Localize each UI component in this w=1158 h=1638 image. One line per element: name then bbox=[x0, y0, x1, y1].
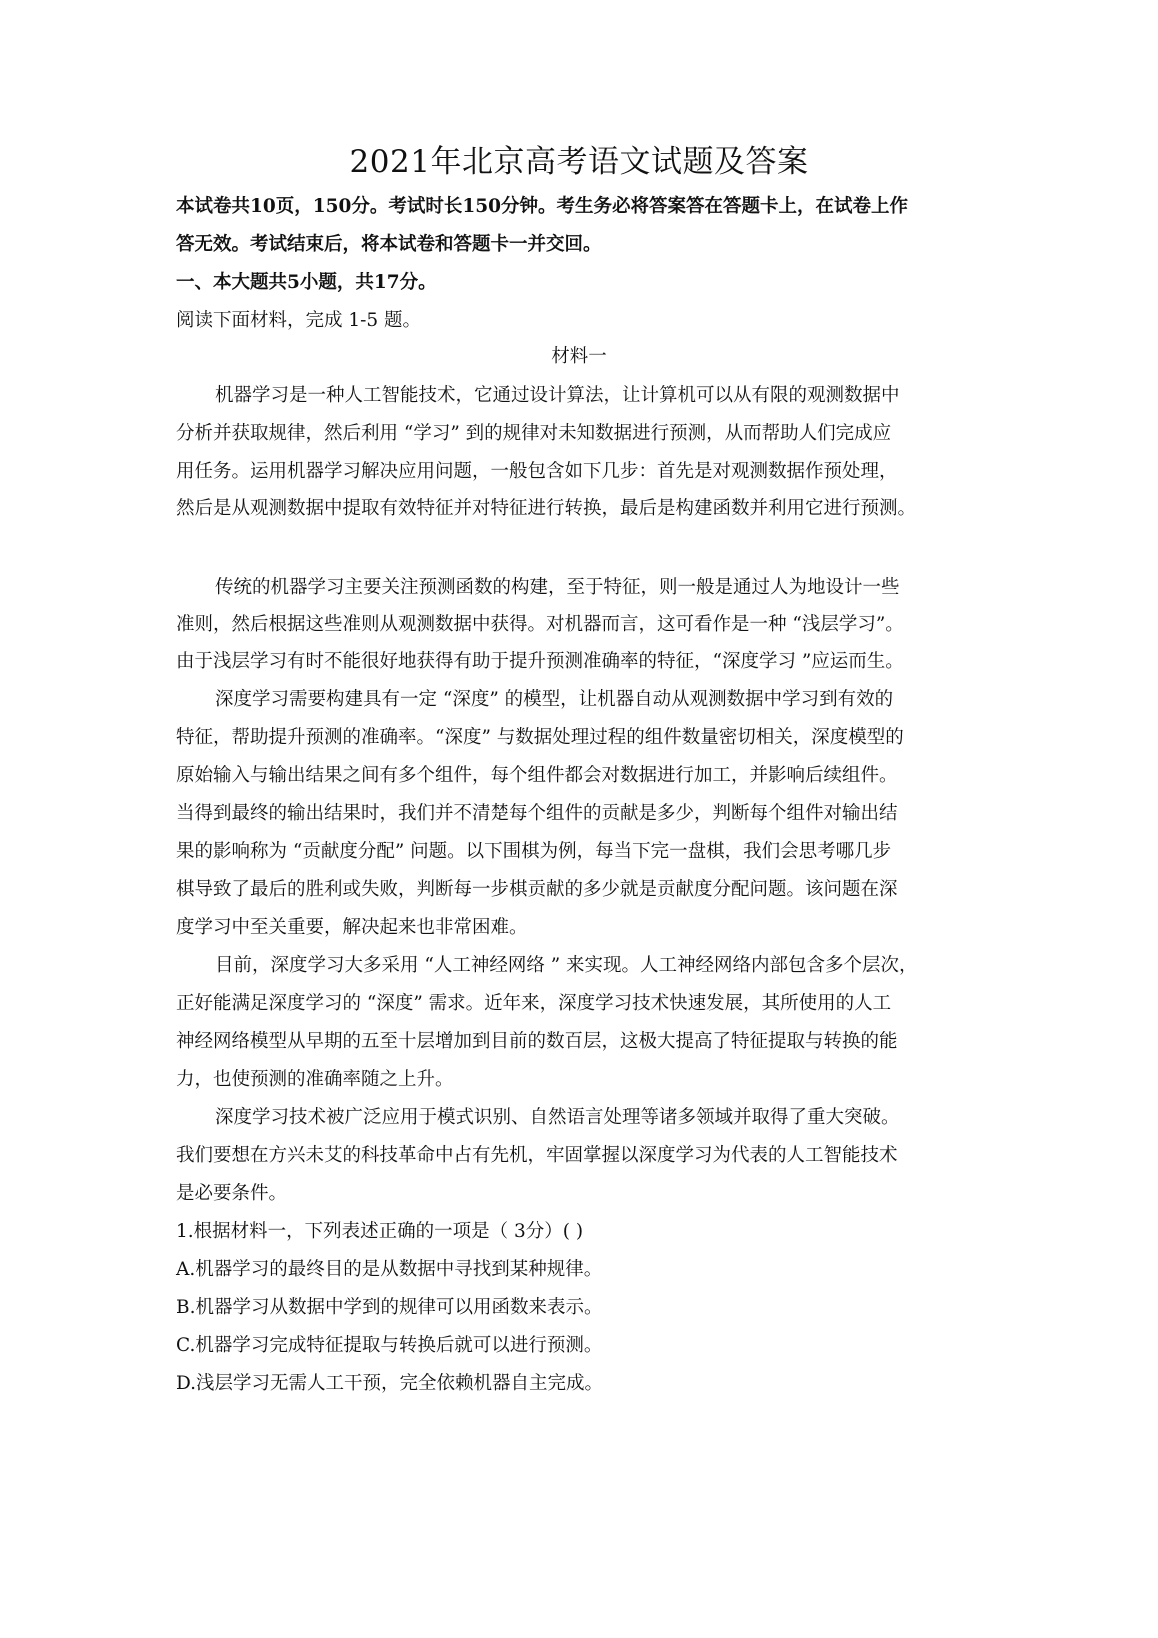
paragraph-4-line-4: 力，也使预测的准确率随之上升。 bbox=[176, 1069, 454, 1090]
instructions-line-2: 答无效。考试结束后，将本试卷和答题卡一并交回。 bbox=[176, 234, 602, 255]
paragraph-4-line-2: 正好能满足深度学习的 “深度” 需求。近年来，深度学习技术快速发展，其所使用的人工 bbox=[176, 993, 892, 1014]
question-option-b: B.机器学习从数据中学到的规律可以用函数来表示。 bbox=[176, 1297, 603, 1318]
paragraph-1-line-2: 分析并获取规律，然后利用 “学习” 到的规律对未知数据进行预测，从而帮助人们完成应 bbox=[176, 423, 892, 444]
paragraph-5-line-1: 深度学习技术被广泛应用于模式识别、自然语言处理等诸多领域并取得了重大突破。 bbox=[215, 1107, 900, 1128]
paragraph-3-line-7: 度学习中至关重要，解决起来也非常困难。 bbox=[176, 917, 528, 938]
paragraph-3-line-3: 原始输入与输出结果之间有多个组件，每个组件都会对数据进行加工，并影响后续组件。 bbox=[176, 765, 898, 786]
question-stem: 1.根据材料一，下列表述正确的一项是（ 3分）( ) bbox=[176, 1221, 584, 1242]
question-option-a: A.机器学习的最终目的是从数据中寻找到某种规律。 bbox=[176, 1259, 603, 1280]
instructions-line-1: 本试卷共10页，150分。考试时长150分钟。考生务必将答案答在答题卡上，在试卷上作 bbox=[176, 196, 908, 217]
paragraph-2-line-1: 传统的机器学习主要关注预测函数的构建，至于特征，则一般是通过人为地设计一些 bbox=[215, 577, 900, 598]
reading-prompt: 阅读下面材料，完成 1-5 题。 bbox=[176, 310, 422, 331]
question-option-c: C.机器学习完成特征提取与转换后就可以进行预测。 bbox=[176, 1335, 603, 1356]
paragraph-3-line-5: 果的影响称为 “贡献度分配” 问题。以下围棋为例，每当下完一盘棋，我们会思考哪几步 bbox=[176, 841, 892, 862]
paragraph-3-line-6: 棋导致了最后的胜利或失败，判断每一步棋贡献的多少就是贡献度分配问题。该问题在深 bbox=[176, 879, 898, 900]
paragraph-1-line-1: 机器学习是一种人工智能技术，它通过设计算法，让计算机可以从有限的观测数据中 bbox=[215, 385, 900, 406]
paragraph-4-line-1: 目前，深度学习大多采用 “人工神经网络 ” 来实现。人工神经网络内部包含多个层次， bbox=[215, 955, 918, 976]
paragraph-2-line-3: 由于浅层学习有时不能很好地获得有助于提升预测准确率的特征，“深度学习 ”应运而生。 bbox=[176, 651, 904, 672]
material-heading: 材料一 bbox=[551, 346, 607, 367]
paragraph-3-line-2: 特征，帮助提升预测的准确率。“深度” 与数据处理过程的组件数量密切相关，深度模型的 bbox=[176, 727, 904, 748]
paragraph-3-line-1: 深度学习需要构建具有一定 “深度” 的模型，让机器自动从观测数据中学习到有效的 bbox=[215, 689, 894, 710]
paragraph-5-line-2: 我们要想在方兴未艾的科技革命中占有先机，牢固掌握以深度学习为代表的人工智能技术 bbox=[176, 1145, 898, 1166]
paragraph-3-line-4: 当得到最终的输出结果时，我们并不清楚每个组件的贡献是多少，判断每个组件对输出结 bbox=[176, 803, 898, 824]
paragraph-2-line-2: 准则，然后根据这些准则从观测数据中获得。对机器而言，这可看作是一种 “浅层学习”。 bbox=[176, 614, 904, 635]
paragraph-1-line-3: 用任务。运用机器学习解决应用问题，一般包含如下几步：首先是对观测数据作预处理， bbox=[176, 461, 898, 482]
question-option-d: D.浅层学习无需人工干预，完全依赖机器自主完成。 bbox=[176, 1373, 604, 1394]
paragraph-1-line-4: 然后是从观测数据中提取有效特征并对特征进行转换，最后是构建函数并利用它进行预测。 bbox=[176, 498, 917, 519]
paragraph-4-line-3: 神经网络模型从早期的五至十层增加到目前的数百层，这极大提高了特征提取与转换的能 bbox=[176, 1031, 898, 1052]
section-heading: 一、本大题共5小题，共17分。 bbox=[176, 272, 437, 293]
paragraph-5-line-3: 是必要条件。 bbox=[176, 1183, 288, 1204]
page-title: 2021年北京高考语文试题及答案 bbox=[349, 144, 809, 180]
